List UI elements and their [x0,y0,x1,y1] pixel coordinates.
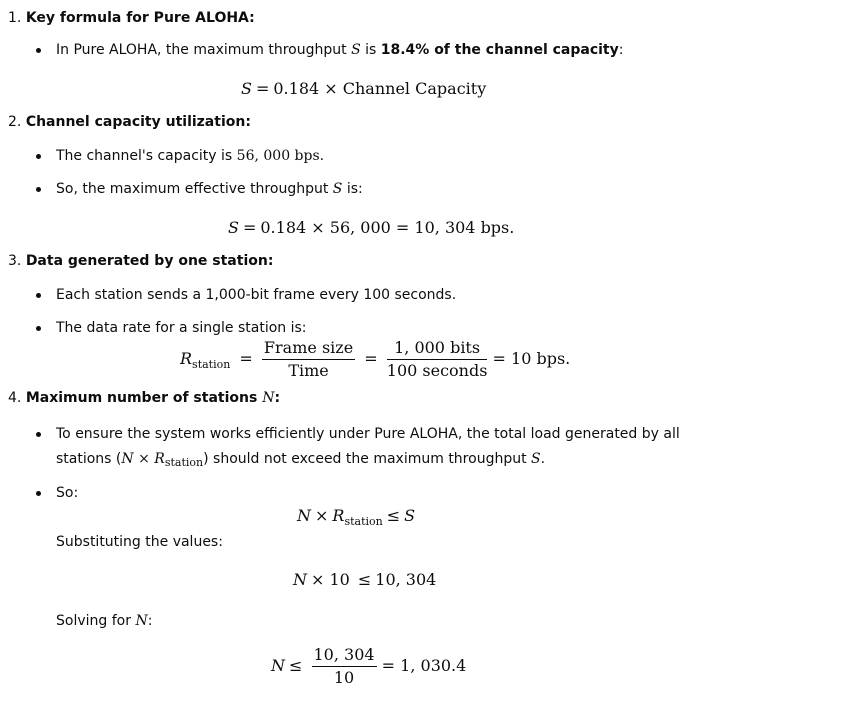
section-3-bullet-1: Each station sends a 1,000-bit frame every 100 seconds. [56,287,457,303]
section-4-bullet-1-line-2: stations $(N \times R_{station})$ should not exceed the maximum throughput S. [56,451,546,469]
section-3-bullet-2: The data rate for a single station is: [56,320,307,336]
section-title: Key formula for Pure ALOHA: [25,10,255,26]
math-var-n: N [262,390,275,406]
section-4-bullet-1-line-1: To ensure the system works efficiently under Pure ALOHA, the total load generated by all [56,426,680,442]
section-number: 4. [8,390,22,406]
section-title: Channel capacity utilization: [25,114,251,130]
section-number: 2. [8,114,22,130]
bullet-icon [36,491,41,496]
fraction-bits-seconds: $\frac{\text{1, 000 bits}}{\text{100 seconds}}$ [386,338,488,380]
fraction-frame-time: $\frac{\text{Frame size}}{\text{Time}}$ [263,338,354,380]
math-var-s: S [351,42,361,58]
section-2-bullet-2: So, the maximum effective throughput S is: [56,181,363,197]
bullet-icon [36,154,41,159]
equation-load-inequality: $N \times R_{station} \le S$ [297,506,416,528]
equation-substituted: N × 10 ≤ 10, 304 [293,570,437,589]
section-4-bullet-2: So: [56,485,79,501]
bullet-icon [36,293,41,298]
equation-station-rate: $R_{station}$ = $\frac{\text{Frame size}}{\text{Time}}$ = $\frac{\text{1, 000 bits}}{\text{100 seconds}}$ = 10 bps. [180,338,571,380]
equation-solution: N ≤ $\frac{10, 304}{10}$ = 1, 030.4 [271,645,467,687]
section-title: Maximum number of stations N: [25,390,281,406]
section-title: Data generated by one station: [25,253,274,269]
math-value: 56, 000 bps [236,148,320,164]
bullet-icon [36,48,41,53]
section-2-bullet-1: The channel's capacity is 56, 000 bps. [56,148,325,164]
section-4-heading [8,389,280,407]
bullet-icon [36,187,41,192]
equation-throughput-formula: S = 0.184 × Channel Capacity [241,79,487,98]
bullet-icon [36,432,41,437]
bold-phrase: 18.4% of the channel capacity [380,42,619,58]
section-3-heading [8,252,273,270]
fraction-solution: $\frac{10, 304}{10}$ [313,645,375,687]
section-number: 3. [8,253,22,269]
section-2-heading [8,113,251,131]
section-1-bullet-1: In Pure ALOHA, the maximum throughput S is 18.4% of the channel capacity: [56,42,624,58]
solving-text: Solving for N: [56,613,153,629]
equation-effective-throughput: S = 0.184 × 56, 000 = 10, 304 bps. [228,218,515,237]
bullet-icon [36,326,41,331]
math-var-s: S [332,181,343,197]
section-1-heading [8,9,255,27]
substituting-text: Substituting the values: [56,534,223,550]
section-number: 1. [8,10,22,26]
